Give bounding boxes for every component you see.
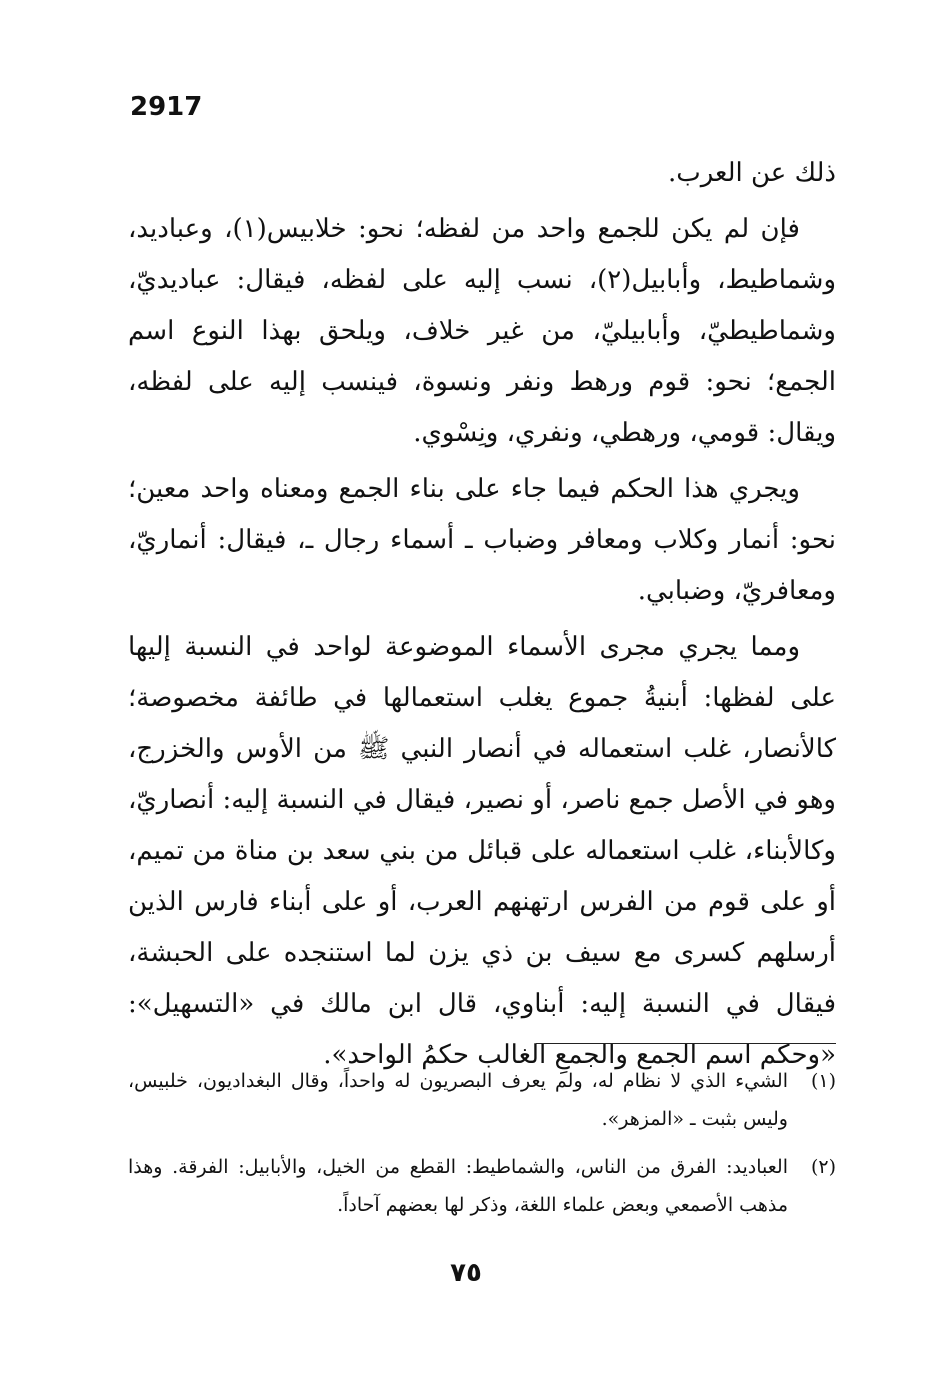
page-number: ٧٥ (450, 1258, 482, 1288)
footnote-number: (١) (810, 1070, 836, 1092)
paragraph-3: ويجري هذا الحكم فيما جاء على بناء الجمع ومعناه واحد معين؛ نحو: أنمار وكلاب ومعافر وضباب ـ أسماء رجال ـ، فيقال: أنماريّ، ومعافريّ، وضبابي. (128, 474, 836, 606)
footnote-number: (٢) (810, 1156, 836, 1178)
footnotes (128, 1062, 836, 1234)
paragraph-2: فإن لم يكن للجمع واحد من لفظه؛ نحو: خلابيس(١)، وعباديد، وشماطيط، وأبابيل(٢)، نسب إليه على لفظه، فيقال: عباديديّ، وشماطيطيّ، وأبابيليّ، من غير خلاف، ويلحق بهذا النوع اسم الجمع؛ نحو: قوم ورهط ونفر ونسوة، فينسب إليه على لفظه، ويقال: قومي، ورهطي، ونفري، ونِسْوي. (128, 214, 836, 448)
footnote-text: العباديد: الفرق من الناس، والشماطيط: القطع من الخيل، والأبابيل: الفرقة. وهذا مذهب الأصمعي وبعض علماء اللغة، وذكر لها بعضهم آحاداً. (128, 1156, 788, 1216)
footnote-text: الشيء الذي لا نظام له، ولم يعرف البصريون له واحداً، وقال البغداديون، خلبيس، وليس بثبت ـ «المزهر». (128, 1070, 788, 1130)
footnote-2 (128, 1148, 836, 1224)
corner-number: 2917 (130, 92, 203, 122)
footnote-divider (536, 1043, 836, 1044)
footnote-1 (128, 1062, 836, 1138)
paragraph-1: ذلك عن العرب. (667, 158, 836, 188)
body-text (128, 148, 836, 1086)
paragraph-4: ومما يجري مجرى الأسماء الموضوعة لواحد في النسبة إليها على لفظها: أبنيةُ جموع يغلب استعمالها في طائفة مخصوصة؛ كالأنصار، غلب استعماله في أنصار النبي ﷺ من الأوس والخزرج، وهو في الأصل جمع ناصر، أو نصير، فيقال في النسبة إليه: أنصاريّ، وكالأبناء، غلب استعماله على قبائل من بني سعد بن مناة من تميم، أو على قوم من الفرس ارتهنهم العرب، أو على أبناء فارس الذين أرسلهم كسرى مع سيف بن ذي يزن لما استنجده على الحبشة، فيقال في النسبة إليه: أبناوي، قال ابن مالك في «التسهيل»: «وحكم اسم الجمع والجمعِ الغالب حكمُ الواحد». (128, 632, 836, 1070)
